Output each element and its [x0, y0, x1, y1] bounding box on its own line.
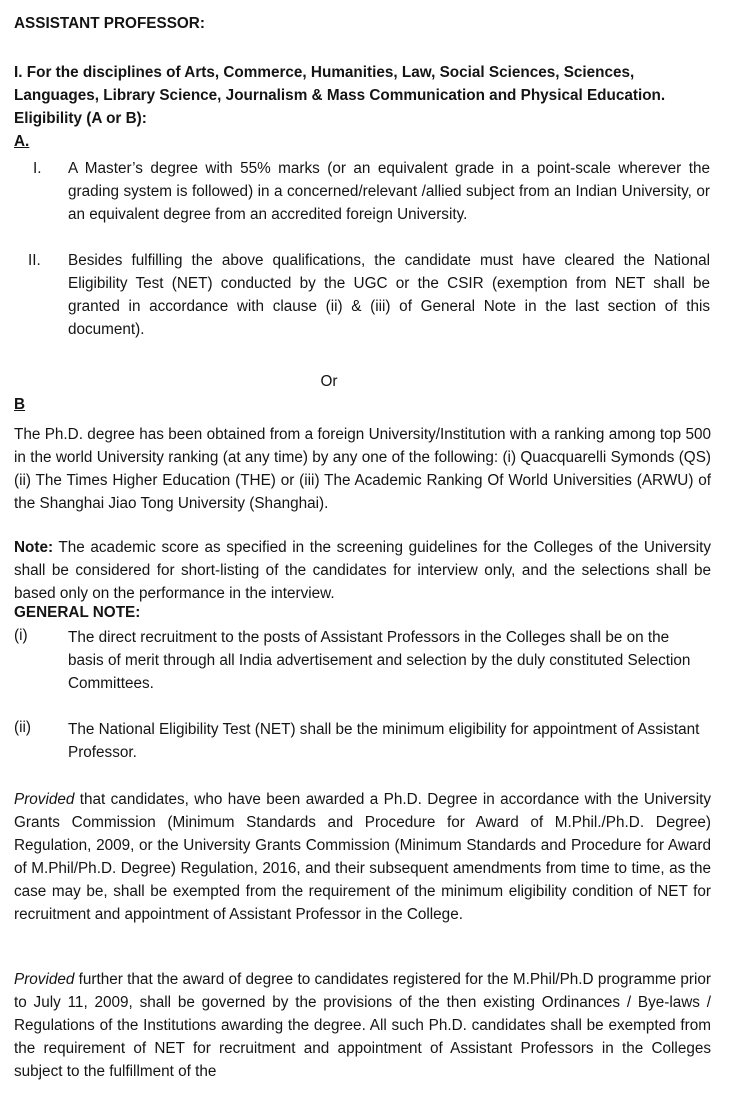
section-heading-line-1: I. For the disciplines of Arts, Commerce, Humanities, Law, Social Sciences, Sciences, — [14, 64, 635, 81]
general-note-item-text: The National Eligibility Test (NET) shall be the minimum eligibility for appointment of Assistant Professor. — [68, 721, 700, 761]
eligibility-label: Eligibility (A or B): — [14, 110, 147, 127]
eligibility-item-text: A Master’s degree with 55% marks (or an equivalent grade in a point-scale wherever the grading system is followed) in a concerned/relevant /allied subject from an Indian University, or an equivalent degree from an accredited foreign University. — [68, 160, 710, 223]
provided-lead: Provided — [14, 971, 75, 988]
general-note-heading: GENERAL NOTE: — [14, 604, 141, 621]
item-number: (ii) — [14, 719, 31, 736]
item-number: (i) — [14, 627, 28, 644]
item-number: I. — [33, 160, 42, 177]
provided-paragraph-2 — [14, 968, 711, 1083]
note-label: Note: — [14, 539, 54, 556]
general-note-item-text: The direct recruitment to the posts of Assistant Professors in the Colleges shall be on the basis of merit through all India advertisement and selection by the duly constituted Selection Committees. — [68, 629, 691, 692]
page-title: ASSISTANT PROFESSOR: — [14, 15, 205, 32]
item-number: II. — [28, 252, 41, 269]
or-separator: Or — [320, 373, 338, 390]
option-b-text: The Ph.D. degree has been obtained from a foreign University/Institution with a ranking among top 500 in the world University ranking (at any time) by any one of the following: (i) Quacquarelli Symonds (QS) (ii) The Times Higher Education (THE) or (iii) The Academic Ranking Of World Universities (ARWU) of the Shanghai Jiao Tong University (Shanghai). — [14, 426, 711, 512]
provided-lead: Provided — [14, 791, 75, 808]
eligibility-item-text: Besides fulfilling the above qualifications, the candidate must have cleared the National Eligibility Test (NET) conducted by the UGC or the CSIR (exemption from NET shall be granted in accordance with clause (ii) & (iii) of General Note in the last section of this document). — [68, 252, 710, 338]
provided-text: further that the award of degree to candidates registered for the M.Phil/Ph.D programme prior to July 11, 2009, shall be governed by the provisions of the then existing Ordinances / Bye-laws / Regulations of the Institutions awarding the degree. All such Ph.D. candidates shall be exempted from the requirement of NET for recruitment and appointment of Assistant Professors in the Colleges subject to the fulfillment of the — [14, 971, 711, 1080]
provided-paragraph-1 — [14, 788, 711, 926]
section-heading — [14, 61, 714, 153]
option-a-label: A. — [14, 133, 30, 150]
option-b-label: B — [14, 396, 26, 413]
note-text: The academic score as specified in the screening guidelines for the Colleges of the University shall be considered for short-listing of the candidates for interview only, and the selections shall be based only on the performance in the interview. — [14, 539, 711, 602]
provided-text: that candidates, who have been awarded a Ph.D. Degree in accordance with the University Grants Commission (Minimum Standards and Procedure for Award of M.Phil./Ph.D. Degree) Regulation, 2009, or the University Grants Commission (Minimum Standards and Procedure for Award of M.Phil/Ph.D. Degree) Regulation, 2016, and their subsequent amendments from time to time, as the case may be, shall be exempted from the requirement of the minimum eligibility condition of NET for recruitment and appointment of Assistant Professor in the College. — [14, 791, 711, 923]
note-paragraph — [14, 536, 711, 605]
section-heading-line-2: Languages, Library Science, Journalism & Mass Communication and Physical Education. — [14, 87, 666, 104]
